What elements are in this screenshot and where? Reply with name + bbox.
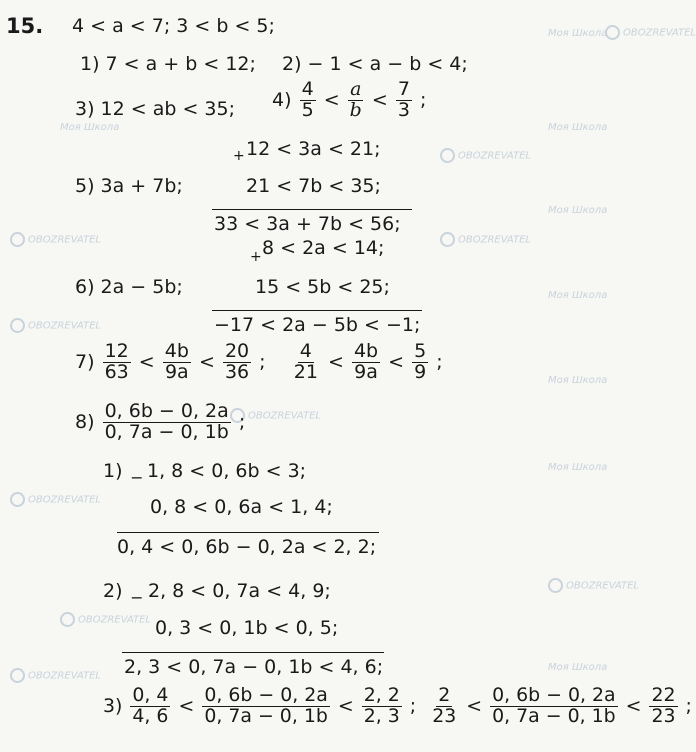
obozrevatel-logo-icon [60,612,75,627]
watermark: OBOZREVATEL [10,318,101,333]
sub-1-line-1: 1, 8 < 0, 6b < 3; [147,460,307,482]
part-6-line-2: 15 < 5b < 25; [255,276,390,298]
watermark: OBOZREVATEL [10,232,101,247]
minus-sign: _ [132,577,142,599]
part-6-result: −17 < 2a − 5b < −1; [214,314,421,336]
part-7: 7) $\frac{12}{63}$ < $\frac{4b}{9a}$ < $\frac{20}{36}$ ; $\frac{4}{21}$ < $\frac{4b}{9a}$ < $\frac{5}{9}$ ; [75,340,443,383]
sum-bar [212,209,412,210]
sub-2-label: 2) [103,580,123,602]
part-8: 8) $\frac{0, 6b - 0, 2a}{0, 7a - 0, 1b}$ ; [75,400,246,443]
sub-2-line-1: 2, 8 < 0, 7a < 4, 9; [148,580,331,602]
fraction: $\frac{2, 2}{2, 3}$ [363,684,400,727]
problem-number: 15. [6,14,44,38]
difference-bar [122,652,384,653]
part-5-line-2: 21 < 7b < 35; [246,175,381,197]
fraction: $\frac{12}{63}$ [104,340,129,383]
given-conditions: 4 < a < 7; 3 < b < 5; [72,15,275,37]
sub-3: 3) $\frac{0, 4}{4, 6}$ < $\frac{0, 6b - 0, 2a}{0, 7a - 0, 1b}$ < $\frac{2, 2}{2, 3}$ ; $\frac{2}{23}$ < $\frac{0, 6b - 0, 2a}{0, 7a - 0, 1b}$ < $\frac{22}{23}$ ; [103,684,692,727]
minus-sign: _ [132,457,142,479]
part-1: 1) 7 < a + b < 12; [80,53,256,75]
sub-1-label: 1) [103,460,123,482]
difference-bar [117,532,379,533]
part-2: 2) − 1 < a − b < 4; [282,53,468,75]
part-3: 3) 12 < ab < 35; [75,98,235,120]
obozrevatel-logo-icon [10,232,25,247]
obozrevatel-logo-icon [10,318,25,333]
watermark: OBOZREVATEL [440,232,531,247]
obozrevatel-logo-icon [10,668,25,683]
fraction: $\frac{4}{21}$ [293,340,318,383]
sum-bar [212,310,422,311]
fraction: $\frac{0, 4}{4, 6}$ [132,684,169,727]
fraction: $\frac{2}{23}$ [432,684,457,727]
sub-1-line-2: 0, 8 < 0, 6a < 1, 4; [150,496,333,518]
obozrevatel-logo-icon [605,25,620,40]
plus-sign: + [233,148,245,164]
fraction: $\frac{0, 6b - 0, 2a}{0, 7a - 0, 1b}$ [492,684,616,727]
watermark: OBOZREVATEL [10,492,101,507]
part-5-line-1: 12 < 3a < 21; [246,138,381,160]
watermark: Моя Школа [548,462,608,473]
part-4: 4) $\frac{4}{5}$ < $\frac{a}{b}$ < $\frac{7}{3}$ ; [272,78,427,121]
watermark: Моя Школа [548,375,608,386]
obozrevatel-logo-icon [548,578,563,593]
obozrevatel-logo-icon [10,492,25,507]
fraction: $\frac{5}{9}$ [414,340,427,383]
fraction: $\frac{4}{5}$ [301,78,314,121]
watermark: OBOZREVATEL [230,408,321,423]
obozrevatel-logo-icon [440,148,455,163]
watermark: OBOZREVATEL [60,612,151,627]
part-5-label: 5) 3a + 7b; [75,175,183,197]
sub-1-result: 0, 4 < 0, 6b − 0, 2a < 2, 2; [117,536,377,558]
watermark: OBOZREVATEL [10,668,101,683]
obozrevatel-logo-icon [440,232,455,247]
fraction: $\frac{7}{3}$ [397,78,410,121]
part-6-label: 6) 2a − 5b; [75,276,183,298]
watermark: Моя Школа [548,205,608,216]
fraction: $\frac{4b}{9a}$ [353,340,379,383]
watermark: Моя Школа [548,290,608,301]
watermark: OBOZREVATEL [440,148,531,163]
watermark: OBOZREVATEL [548,578,639,593]
fraction: $\frac{0, 6b - 0, 2a}{0, 7a - 0, 1b}$ [204,684,328,727]
watermark: Моя Школа [548,122,608,133]
sub-2-result: 2, 3 < 0, 7a − 0, 1b < 4, 6; [124,656,384,678]
plus-sign: + [250,249,262,265]
watermark: Моя Школа [548,662,608,673]
part-5-result: 33 < 3a + 7b < 56; [214,213,401,235]
fraction: $\frac{20}{36}$ [224,340,250,383]
sub-2-line-2: 0, 3 < 0, 1b < 0, 5; [155,617,339,639]
part-6-line-1: 8 < 2a < 14; [262,237,385,259]
fraction: $\frac{a}{b}$ [349,78,362,121]
fraction: $\frac{22}{23}$ [651,684,676,727]
watermark: Моя Школа [548,28,608,39]
watermark: Моя Школа [60,122,120,133]
fraction: $\frac{4b}{9a}$ [164,340,189,383]
fraction: $\frac{0, 6b - 0, 2a}{0, 7a - 0, 1b}$ [104,400,229,443]
watermark: OBOZREVATEL [605,25,696,40]
